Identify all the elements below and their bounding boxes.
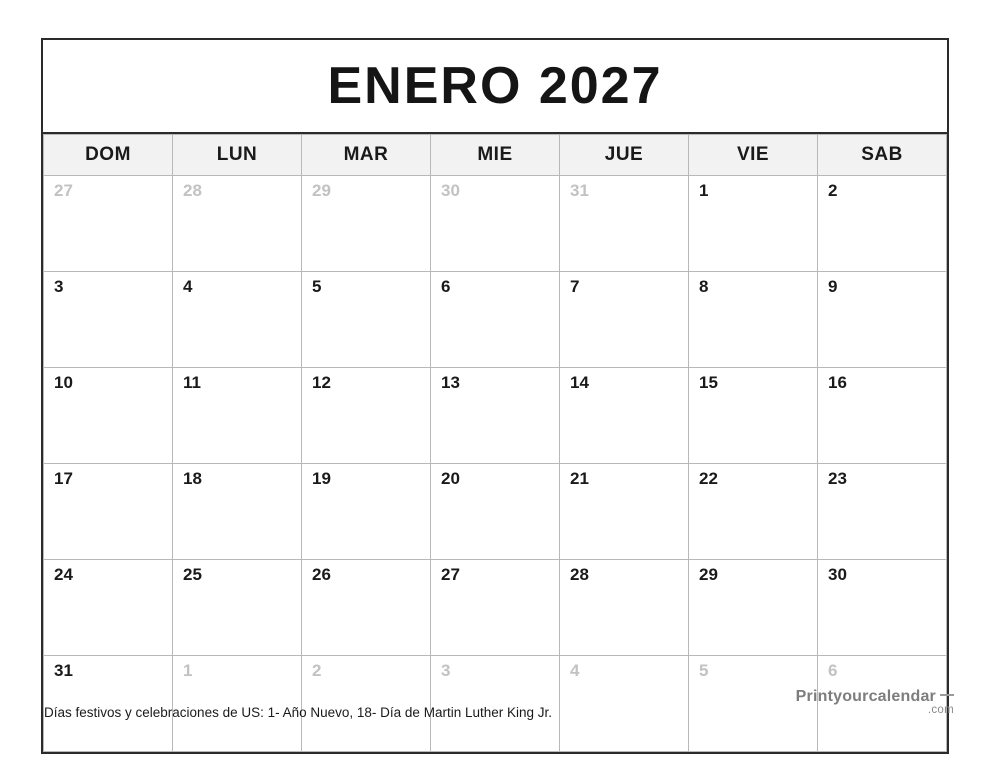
day-number: 20 (441, 469, 460, 488)
day-number: 17 (54, 469, 73, 488)
calendar-day-cell[interactable] (302, 368, 431, 464)
calendar-day-cell[interactable] (44, 656, 173, 752)
day-number: 21 (570, 469, 589, 488)
day-number: 5 (312, 277, 322, 296)
weekday-header-jue: JUE (560, 135, 689, 176)
day-number: 2 (312, 661, 322, 680)
calendar-day-cell[interactable] (44, 368, 173, 464)
calendar-day-cell[interactable] (689, 368, 818, 464)
day-number: 31 (54, 661, 73, 680)
day-number: 7 (570, 277, 580, 296)
calendar-day-cell[interactable] (818, 176, 947, 272)
weekday-header-mie: MIE (431, 135, 560, 176)
day-number: 10 (54, 373, 73, 392)
calendar-day-cell[interactable] (173, 176, 302, 272)
day-number: 28 (183, 181, 202, 200)
calendar-day-cell[interactable] (302, 272, 431, 368)
brand-dash-icon (940, 694, 954, 696)
calendar-week-row (44, 176, 947, 272)
day-number: 14 (570, 373, 589, 392)
page-title: ENERO 2027 (327, 57, 663, 115)
day-number: 4 (570, 661, 580, 680)
calendar-day-cell[interactable] (560, 368, 689, 464)
calendar-day-cell[interactable] (173, 656, 302, 752)
day-number: 16 (828, 373, 847, 392)
calendar-day-cell[interactable] (431, 560, 560, 656)
calendar-day-cell[interactable] (560, 176, 689, 272)
holidays-note: Días festivos y celebraciones de US: 1- Año Nuevo, 18- Día de Martin Luther King Jr. (44, 705, 553, 720)
calendar-body (44, 176, 947, 752)
day-number: 25 (183, 565, 202, 584)
brand-name: Printyourcalendar (795, 688, 936, 705)
day-number: 24 (54, 565, 73, 584)
calendar-day-cell[interactable] (173, 560, 302, 656)
day-number: 18 (183, 469, 202, 488)
day-number: 1 (699, 181, 709, 200)
calendar-day-cell[interactable] (173, 464, 302, 560)
day-number: 26 (312, 565, 331, 584)
calendar-day-cell[interactable] (818, 560, 947, 656)
day-number: 9 (828, 277, 838, 296)
weekday-header-vie: VIE (689, 135, 818, 176)
calendar-day-cell[interactable] (560, 464, 689, 560)
weekday-header-mar: MAR (302, 135, 431, 176)
day-number: 29 (312, 181, 331, 200)
calendar-week-row (44, 560, 947, 656)
day-number: 11 (183, 373, 201, 392)
day-number: 15 (699, 373, 718, 392)
calendar-day-cell[interactable] (302, 560, 431, 656)
calendar-day-cell[interactable] (689, 464, 818, 560)
calendar-day-cell[interactable] (818, 464, 947, 560)
day-number: 28 (570, 565, 589, 584)
calendar-day-cell[interactable] (431, 656, 560, 752)
calendar-day-cell[interactable] (431, 176, 560, 272)
weekday-header-lun: LUN (173, 135, 302, 176)
calendar-day-cell[interactable] (560, 656, 689, 752)
calendar-day-cell[interactable] (173, 272, 302, 368)
calendar-day-cell[interactable] (173, 368, 302, 464)
calendar-week-row (44, 464, 947, 560)
calendar-day-cell[interactable] (302, 176, 431, 272)
day-number: 12 (312, 373, 331, 392)
day-number: 30 (828, 565, 847, 584)
calendar-day-cell[interactable] (560, 560, 689, 656)
calendar-day-cell[interactable] (44, 176, 173, 272)
day-number: 30 (441, 181, 460, 200)
day-number: 6 (441, 277, 451, 296)
calendar-day-cell[interactable] (302, 656, 431, 752)
calendar-day-cell[interactable] (689, 272, 818, 368)
day-number: 27 (441, 565, 460, 584)
day-number: 23 (828, 469, 847, 488)
day-number: 4 (183, 277, 193, 296)
day-number: 3 (441, 661, 451, 680)
calendar-header-row (44, 135, 947, 176)
day-number: 5 (699, 661, 709, 680)
calendar-grid (43, 134, 947, 752)
brand-tld: .com (927, 704, 954, 716)
calendar-day-cell[interactable] (431, 464, 560, 560)
calendar-day-cell[interactable] (44, 464, 173, 560)
calendar-day-cell[interactable] (818, 272, 947, 368)
calendar-day-cell[interactable] (431, 272, 560, 368)
calendar-day-cell[interactable] (818, 368, 947, 464)
calendar-day-cell[interactable] (302, 464, 431, 560)
day-number: 22 (699, 469, 718, 488)
day-number: 8 (699, 277, 709, 296)
weekday-header-sab: SAB (818, 135, 947, 176)
day-number: 3 (54, 277, 64, 296)
calendar-day-cell[interactable] (44, 560, 173, 656)
calendar-day-cell[interactable] (560, 272, 689, 368)
weekday-header-dom: DOM (44, 135, 173, 176)
day-number: 19 (312, 469, 331, 488)
calendar-week-row (44, 272, 947, 368)
calendar-title-bar (43, 40, 947, 134)
calendar-day-cell[interactable] (689, 560, 818, 656)
calendar-week-row (44, 368, 947, 464)
day-number: 1 (183, 661, 193, 680)
calendar-day-cell[interactable] (44, 272, 173, 368)
calendar-day-cell[interactable] (689, 176, 818, 272)
day-number: 27 (54, 181, 73, 200)
day-number: 29 (699, 565, 718, 584)
day-number: 6 (828, 661, 838, 680)
brand-watermark (796, 688, 954, 716)
day-number: 2 (828, 181, 838, 200)
day-number: 31 (570, 181, 589, 200)
day-number: 13 (441, 373, 460, 392)
calendar-container (41, 38, 949, 754)
calendar-day-cell[interactable] (431, 368, 560, 464)
